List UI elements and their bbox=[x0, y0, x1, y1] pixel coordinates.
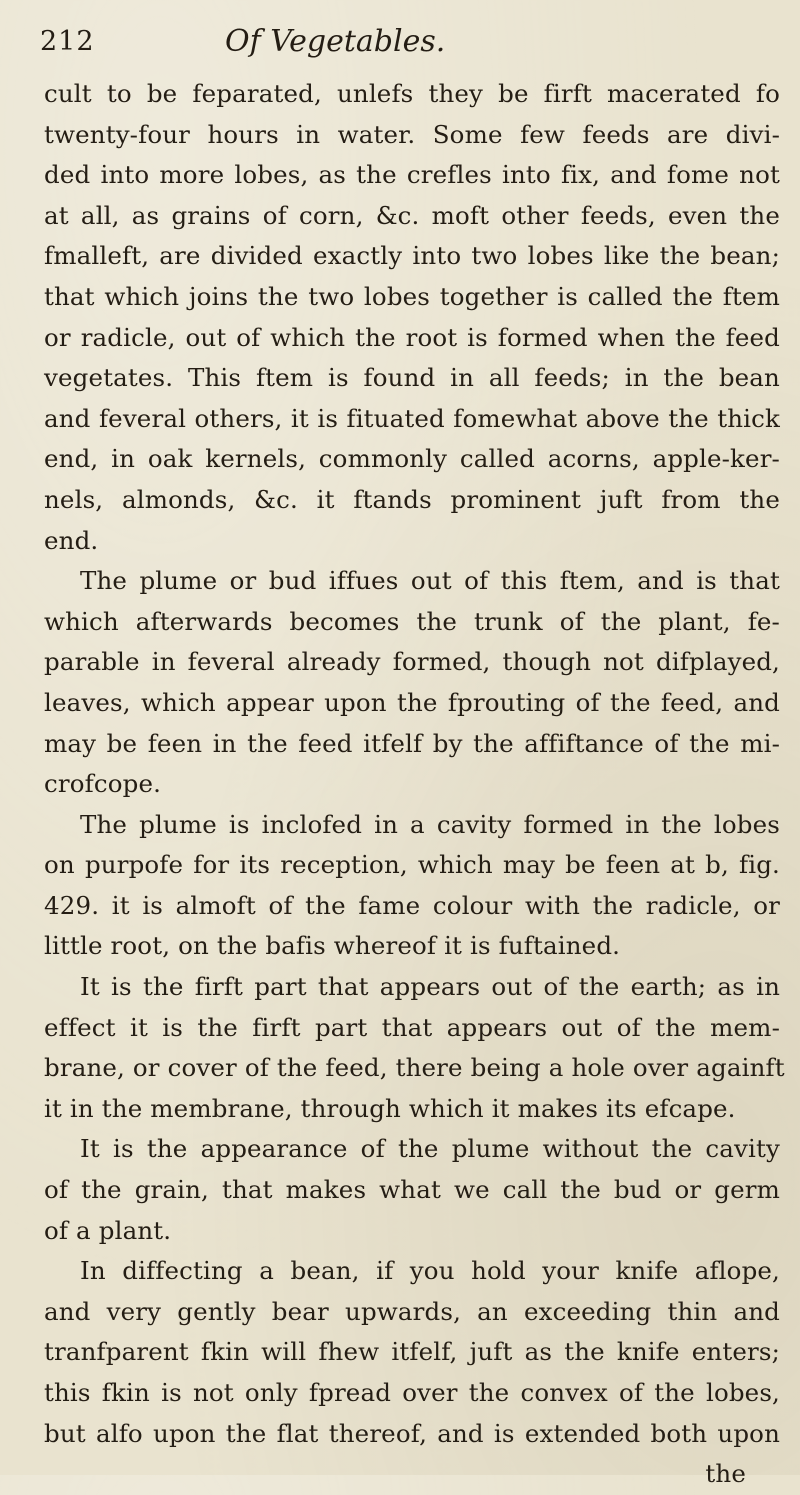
paragraph-start-line: The plume is inclofed in a cavity formed in the lobes bbox=[80, 809, 780, 839]
text-line: twenty-four hours in water. Some few feeds are divi- bbox=[44, 119, 780, 149]
paragraph-start-line: The plume or bud iffues out of this ftem, and is that bbox=[80, 566, 780, 596]
text-line: and very gently bear upwards, an exceeding thin and bbox=[44, 1296, 780, 1326]
text-line: nels, almonds, &c. it ftands prominent juft from the bbox=[44, 484, 780, 514]
catchword: the bbox=[705, 1459, 746, 1489]
text-line: which afterwards becomes the trunk of the plant, fe- bbox=[44, 606, 780, 636]
text-line: end. bbox=[44, 525, 99, 555]
text-line: may be feen in the feed itfelf by the affiftance of the mi- bbox=[44, 728, 780, 758]
text-line: brane, or cover of the feed, there being a hole over againft bbox=[44, 1053, 785, 1083]
text-line: 429. it is almoft of the fame colour with the radicle, or bbox=[44, 890, 780, 920]
text-line: tranfparent fkin will fhew itfelf, juft as the knife enters; bbox=[44, 1337, 780, 1367]
text-line: that which joins the two lobes together is called the ftem bbox=[44, 281, 780, 311]
text-line: of the grain, that makes what we call the bud or germ bbox=[44, 1175, 780, 1205]
text-line: this fkin is not only fpread over the convex of the lobes, bbox=[44, 1378, 780, 1407]
text-line: crofcope. bbox=[44, 769, 162, 799]
paragraph-start-line: It is the appearance of the plume without the cavity bbox=[80, 1134, 780, 1164]
text-line: end, in oak kernels, commonly called acorns, apple-ker- bbox=[44, 444, 780, 474]
paragraph-start-line: It is the firft part that appears out of the earth; as in bbox=[80, 972, 780, 1002]
text-line: ded into more lobes, as the crefles into fix, and fome not bbox=[44, 160, 780, 190]
text-line: little root, on the bafis whereof it is fuftained. bbox=[44, 931, 621, 961]
text-line: or radicle, out of which the root is formed when the feed bbox=[44, 322, 780, 352]
text-line: it in the membrane, through which it makes its efcape. bbox=[44, 1093, 736, 1123]
text-line: parable in feveral already formed, though not difplayed, bbox=[44, 647, 780, 677]
running-title: Of Vegetables. bbox=[225, 24, 446, 59]
text-line: cult to be feparated, unlefs they be firft macerated fo bbox=[44, 79, 780, 108]
body-text bbox=[44, 74, 785, 1495]
text-line: of a plant. bbox=[44, 1215, 172, 1245]
text-line: on purpofe for its reception, which may be feen at b, fig. bbox=[44, 850, 780, 880]
text-line: vegetates. This ftem is found in all feeds; in the bean bbox=[44, 363, 780, 393]
text-line: at all, as grains of corn, &c. moft other feeds, even the bbox=[44, 200, 780, 230]
text-line: and feveral others, it is fituated fomewhat above the thick bbox=[44, 403, 780, 433]
text-line: effect it is the firft part that appears out of the mem- bbox=[44, 1012, 780, 1042]
text-line: fmalleft, are divided exactly into two lobes like the bean; bbox=[44, 241, 780, 271]
text-line: leaves, which appear upon the fprouting of the feed, and bbox=[44, 687, 780, 717]
text-line: but alfo upon the flat thereof, and is extended both upon bbox=[44, 1418, 780, 1448]
running-head bbox=[40, 26, 760, 66]
paragraph-start-line: In diffecting a bean, if you hold your knife aflope, bbox=[80, 1256, 780, 1286]
page-number: 212 bbox=[40, 26, 95, 57]
